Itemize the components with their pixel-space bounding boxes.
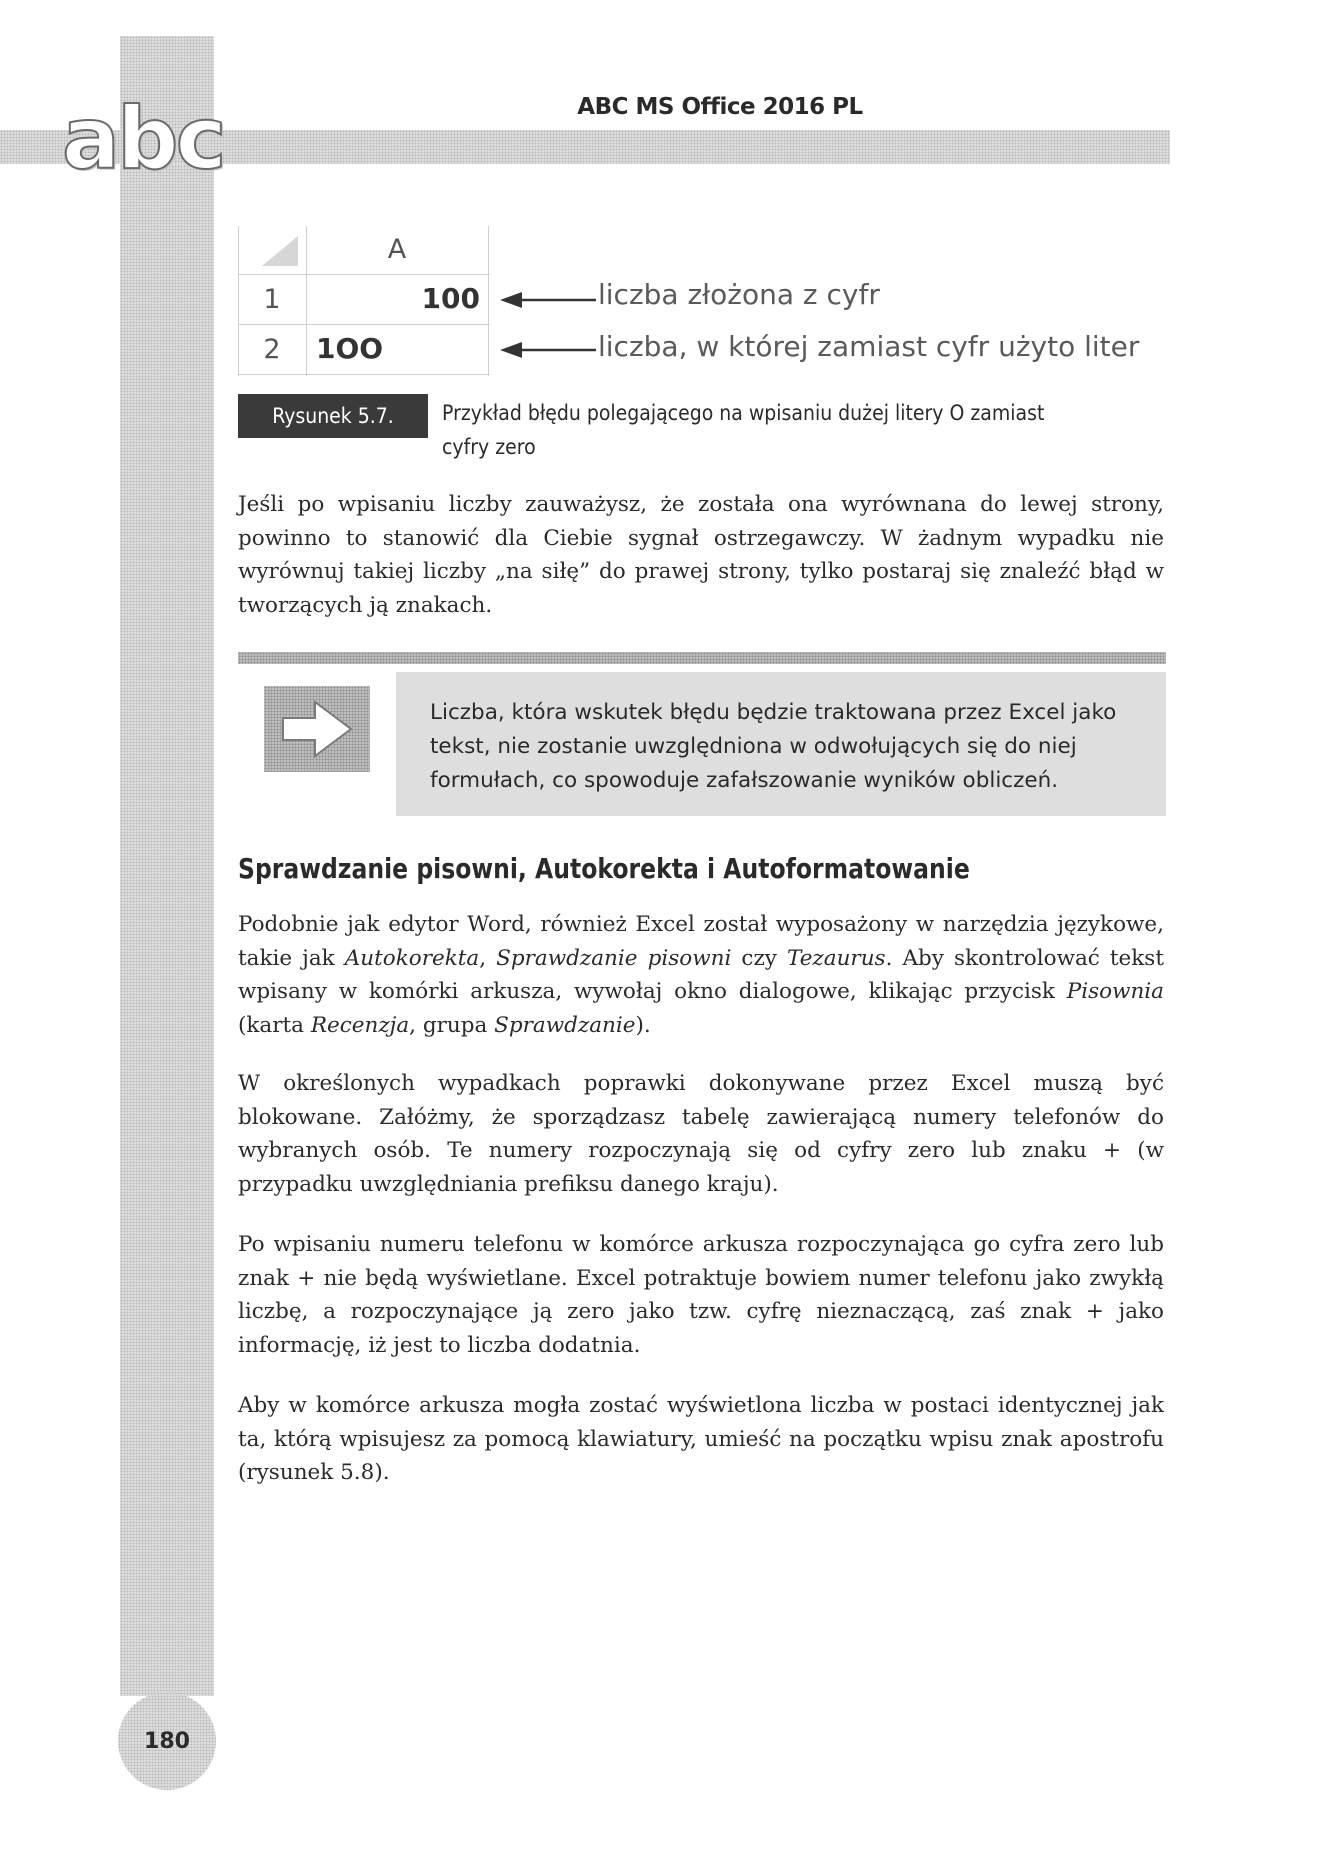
arrow-left-icon <box>500 340 596 360</box>
running-header-title: ABC MS Office 2016 PL <box>577 94 863 120</box>
note-text: Liczba, która wskutek błędu będzie traktowana przez Excel jako tekst, nie zostanie uwzględniona w odwołujących się do niej formułach, co spowoduje zafałszowanie wyników obliczeń. <box>396 672 1166 816</box>
row-header-2: 2 <box>263 334 281 365</box>
arrow-right-icon <box>279 698 355 760</box>
cell-a2: 1OO <box>316 332 384 365</box>
spreadsheet-grid <box>238 226 490 376</box>
body-paragraph: Podobnie jak edytor Word, również Excel został wyposażony w narzędzia językowe, takie jak Autokorekta, Sprawdzanie pisowni czy Tezaurus. Aby skontrolować tekst wpisany w komórki arkusza, wywołaj okno dialogowe, klikając przycisk Pisownia (karta Recenzja, grupa Sprawdzanie). <box>238 912 1164 1038</box>
page-number-badge <box>118 1692 216 1790</box>
note-top-bar <box>238 652 1166 664</box>
abc-logo: abc <box>62 89 224 189</box>
select-all-corner-icon <box>262 236 298 266</box>
section-heading: Sprawdzanie pisowni, Autokorekta i Autoformatowanie <box>238 852 970 885</box>
note-icon-box <box>264 686 370 772</box>
body-paragraph: Jeśli po wpisaniu liczby zauważysz, że została ona wyrównana do lewej strony, powinno to stanowić dla Ciebie sygnał ostrzegawczy. W żadnym wypadku nie wyrównuj takiej liczby „na siłę” do prawej strony, tylko postaraj się znaleźć błąd w tworzących ją znakach. <box>238 492 1164 618</box>
body-paragraph: W określonych wypadkach poprawki dokonywane przez Excel muszą być blokowane. Załóżmy, że sporządzasz tabelę zawierającą numery telefonów do wybranych osób. Te numery rozpoczynają się od cyfry zero lub znaku + (w przypadku uwzględniania prefiksu danego kraju). <box>238 1071 1164 1197</box>
figure-caption-label: Rysunek 5.7. <box>238 394 428 438</box>
arrow-left-icon <box>500 290 596 310</box>
cell-a1: 100 <box>421 282 480 315</box>
body-paragraph: Aby w komórce arkusza mogła zostać wyświetlona liczba w postaci identycznej jak ta, którą wpisujesz za pomocą klawiatury, umieść na początku wpisu znak apostrofu (rysunek 5.8). <box>238 1393 1164 1485</box>
callout-letters: liczba, w której zamiast cyfr użyto liter <box>598 330 1140 363</box>
figure-5-7 <box>238 226 1138 376</box>
body-paragraph: Po wpisaniu numeru telefonu w komórce arkusza rozpoczynająca go cyfra zero lub znak + nie będą wyświetlane. Excel potraktuje bowiem numer telefonu jako zwykłą liczbę, a rozpoczynające ją zero jako tzw. cyfrę nieznaczącą, zaś znak + jako informację, iż jest to liczba dodatnia. <box>238 1232 1164 1358</box>
row-header-1: 1 <box>263 284 281 315</box>
side-decor-strip <box>120 36 214 1696</box>
page-number: 180 <box>144 1728 190 1754</box>
column-header-a: A <box>387 234 407 265</box>
figure-caption-text: Przykład błędu polegającego na wpisaniu dużej litery O zamiast cyfry zero <box>442 401 1045 459</box>
callout-digits: liczba złożona z cyfr <box>598 278 880 311</box>
